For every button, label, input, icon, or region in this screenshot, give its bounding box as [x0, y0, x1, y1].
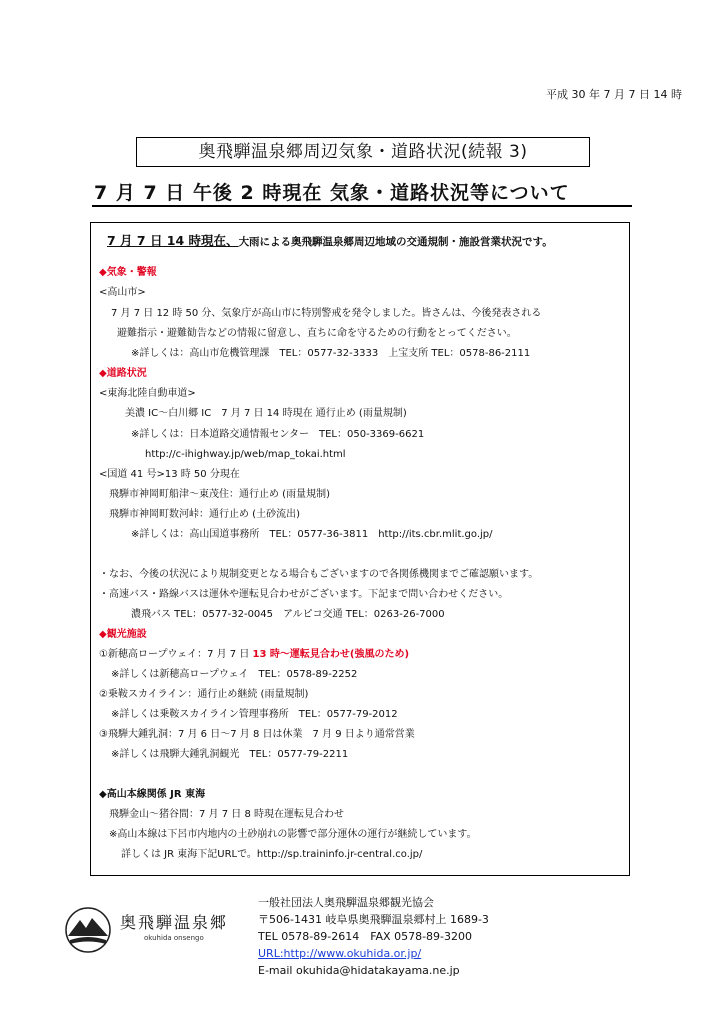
weather-heading: ◆気象・警報: [99, 267, 157, 278]
footer-tel: TEL 0578-89-2614 FAX 0578-89-3200: [258, 930, 473, 943]
intro-head: 7 月 7 日 14 時現在、: [107, 233, 239, 248]
note-1: ・なお、今後の状況により規制変更となる場合もございますので各関係機関までご確認願います。: [99, 569, 539, 580]
logo-text: 奥飛騨温泉郷: [120, 913, 229, 932]
tourism-3-contact: ※詳しくは飛騨大鍾乳洞観光 TEL：0577-79-2211: [111, 749, 349, 760]
tourism-2: ②乗鞍スカイライン：通行止め継続 (雨量規制): [99, 689, 309, 700]
page-subtitle: 7 月 7 日 午後 2 時現在 気象・道路状況等について: [94, 182, 570, 204]
weather-line2: 避難指示・避難勧告などの情報に留意し、直ちに命を守るための行動をとってください。: [117, 328, 517, 339]
weather-area: <高山市>: [99, 287, 146, 298]
logo-subtext: okuhida onsengo: [144, 934, 204, 942]
tourism-1-label: ①新穂高ロープウェイ：7 月 7 日: [99, 649, 253, 660]
road-exp-url[interactable]: http://c-ihighway.jp/web/map_tokai.html: [145, 449, 346, 460]
rail-line3: 詳しくは JR 東海下記URLで。http://sp.traininfo.jr-central.co.jp/: [121, 849, 423, 860]
footer-address: 〒506-1431 岐阜県奥飛騨温泉郷村上 1689-3: [258, 913, 489, 926]
road-expressway: <東海北陸自動車道>: [99, 388, 196, 399]
page-title: 奥飛騨温泉郷周辺気象・道路状況(続報 3): [136, 137, 590, 167]
note-2: ・高速バス・路線バスは運休や運転見合わせがございます。下記まで問い合わせください。: [99, 589, 509, 600]
weather-line1: 7 月 7 日 12 時 50 分、気象庁が高山市に特別警戒を発令しました。皆さんは、今後発表される: [111, 308, 542, 319]
subtitle-underline: [92, 205, 632, 207]
tourism-2-contact: ※詳しくは乗鞍スカイライン管理事務所 TEL：0577-79-2012: [111, 709, 398, 720]
footer-url-link[interactable]: URL:http://www.okuhida.or.jp/: [258, 947, 422, 960]
tourism-1-alert: 13 時〜運転見合わせ(強風のため): [252, 649, 410, 660]
road-exp-status: 美濃 IC〜白川郷 IC 7 月 7 日 14 時現在 通行止め (雨量規制): [125, 408, 407, 419]
rail-heading: ◆高山本線関係 JR 東海: [99, 789, 206, 800]
okuhida-logo: [60, 906, 240, 954]
road-exp-contact: ※詳しくは：日本道路交通情報センター TEL：050-3369-6621: [131, 429, 425, 440]
tourism-1: [99, 649, 409, 661]
route41-heading: <国道 41 号>13 時 50 分現在: [99, 469, 240, 480]
tourism-heading: ◆観光施設: [99, 629, 147, 640]
route41-contact: ※詳しくは：高山国道事務所 TEL：0577-36-3811 http://its.cbr.mlit.go.jp/: [131, 529, 493, 540]
weather-contact: ※詳しくは：高山市危機管理課 TEL：0577-32-3333 上宝支所 TEL：0578-86-2111: [131, 348, 531, 359]
info-box: [90, 222, 630, 876]
note-3: 濃飛バス TEL：0577-32-0045 アルピコ交通 TEL：0263-26-7000: [131, 609, 445, 620]
route41-a: 飛騨市神岡町船津〜東茂住：通行止め (雨量規制): [109, 489, 330, 500]
intro-line: [107, 235, 553, 249]
intro-rest: 大雨による奥飛騨温泉郷周辺地域の交通規制・施設営業状況です。: [238, 236, 553, 248]
rail-line1: 飛騨金山〜猪谷間：7 月 7 日 8 時現在運転見合わせ: [109, 809, 344, 820]
mountain-logo-icon: [60, 906, 116, 954]
road-heading: ◆道路状況: [99, 368, 147, 379]
issue-date: 平成 30 年 7 月 7 日 14 時: [546, 88, 682, 101]
footer-email: E-mail okuhida@hidatakayama.ne.jp: [258, 964, 460, 977]
rail-line2: ※高山本線は下呂市内地内の土砂崩れの影響で部分運休の運行が継続しています。: [109, 829, 477, 840]
tourism-1-contact: ※詳しくは新穂高ロープウェイ TEL：0578-89-2252: [111, 669, 358, 680]
footer-org: 一般社団法人奥飛騨温泉郷観光協会: [258, 896, 434, 909]
tourism-3: ③飛騨大鍾乳洞：7 月 6 日〜7 月 8 日は休業 7 月 9 日より通常営業: [99, 729, 415, 740]
route41-b: 飛騨市神岡町数河峠：通行止め (土砂流出): [109, 509, 300, 520]
